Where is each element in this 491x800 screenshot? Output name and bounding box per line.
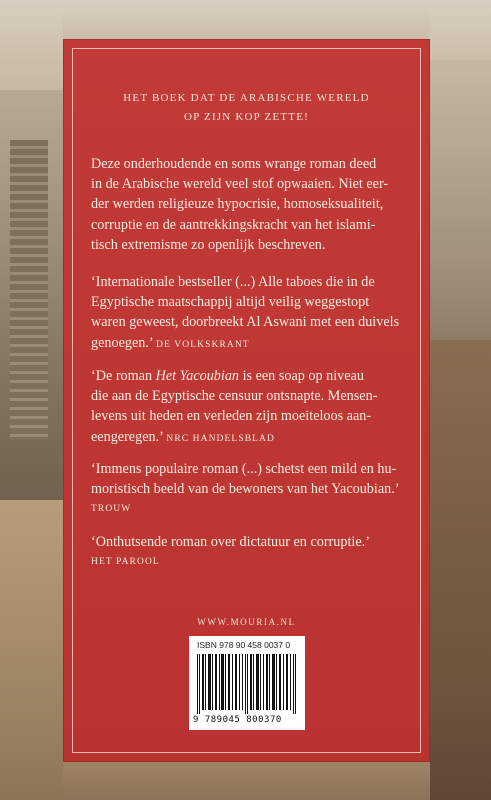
review-quote-nrc xyxy=(91,366,411,449)
intro-line: corruptie en de aantrekkingskracht van het islami- xyxy=(91,216,376,233)
background-rock-right xyxy=(430,340,491,800)
quote-line: moristisch beeld van de bewoners van het Yacoubian.’ xyxy=(91,481,400,498)
quote-line: waren geweest, doorbreekt Al Aswani met een duivels xyxy=(91,314,400,331)
quote-first-line xyxy=(91,366,411,386)
background-top-strip xyxy=(63,0,430,39)
intro-line: der werden religieuze hypocrisie, homoseksualiteit, xyxy=(91,196,384,213)
quote-last-line xyxy=(91,427,411,449)
quote-line: eengeregen.’ xyxy=(91,428,163,445)
quote-last-line xyxy=(91,333,411,355)
quote-source: TROUW xyxy=(91,504,132,515)
barcode-icon xyxy=(195,654,299,714)
review-quote-trouw xyxy=(91,459,411,520)
quote-line: die aan de Egyptische censuur ontsnapte. Mensen- xyxy=(91,388,378,405)
quote-line: ‘Internationale bestseller (...) Alle taboes die in de xyxy=(91,274,375,290)
intro-line: Deze onderhoudende en soms wrange roman deed xyxy=(91,156,377,172)
quote-line-prefix: ‘De roman xyxy=(91,368,156,384)
publisher-url: WWW.MOURIA.NL xyxy=(197,617,296,627)
quote-line: levens uit heden en verleden zijn moeiteloos aan- xyxy=(91,408,372,425)
intro-line: in de Arabische wereld veel stof opwaaien. Niet eer- xyxy=(91,176,389,193)
quote-source: NRC HANDELSBLAD xyxy=(166,433,275,444)
quote-line: ‘Immens populaire roman (...) schetst een mild en hu- xyxy=(91,461,397,477)
book-title: Het Yacoubian xyxy=(155,368,240,384)
quote-line: Egyptische maatschappij altijd veilig weggestopt xyxy=(91,294,370,311)
isbn-barcode-box xyxy=(189,636,305,730)
background-rooftop-left xyxy=(0,500,63,800)
headline xyxy=(76,89,417,127)
isbn-label: ISBN 978 90 458 0037 0 xyxy=(197,640,291,650)
quote-line: ‘Onthutsende roman over dictatuur en corruptie.’ xyxy=(91,534,370,550)
headline-line-1: HET BOEK DAT DE ARABISCHE WERELD xyxy=(123,92,370,104)
quote-source: HET PAROOL xyxy=(91,557,160,568)
headline-line-2: OP ZIJN KOP ZETTE! xyxy=(184,111,309,123)
intro-paragraph xyxy=(91,154,411,255)
intro-line: tisch extremisme zo openlijk beschreven. xyxy=(91,236,326,253)
quote-source: DE VOLKSKRANT xyxy=(156,339,250,350)
quote-line: genoegen.’ xyxy=(91,334,153,351)
background-city-right xyxy=(430,60,491,360)
quote-line-suffix: is een soap op niveau xyxy=(239,368,364,384)
barcode-digits: 9 789045 800370 xyxy=(193,715,282,725)
review-quote-parool xyxy=(91,532,411,572)
background-tower-left xyxy=(10,140,48,440)
review-quote-volkskrant xyxy=(91,272,411,355)
background-bottom-strip xyxy=(63,762,430,800)
